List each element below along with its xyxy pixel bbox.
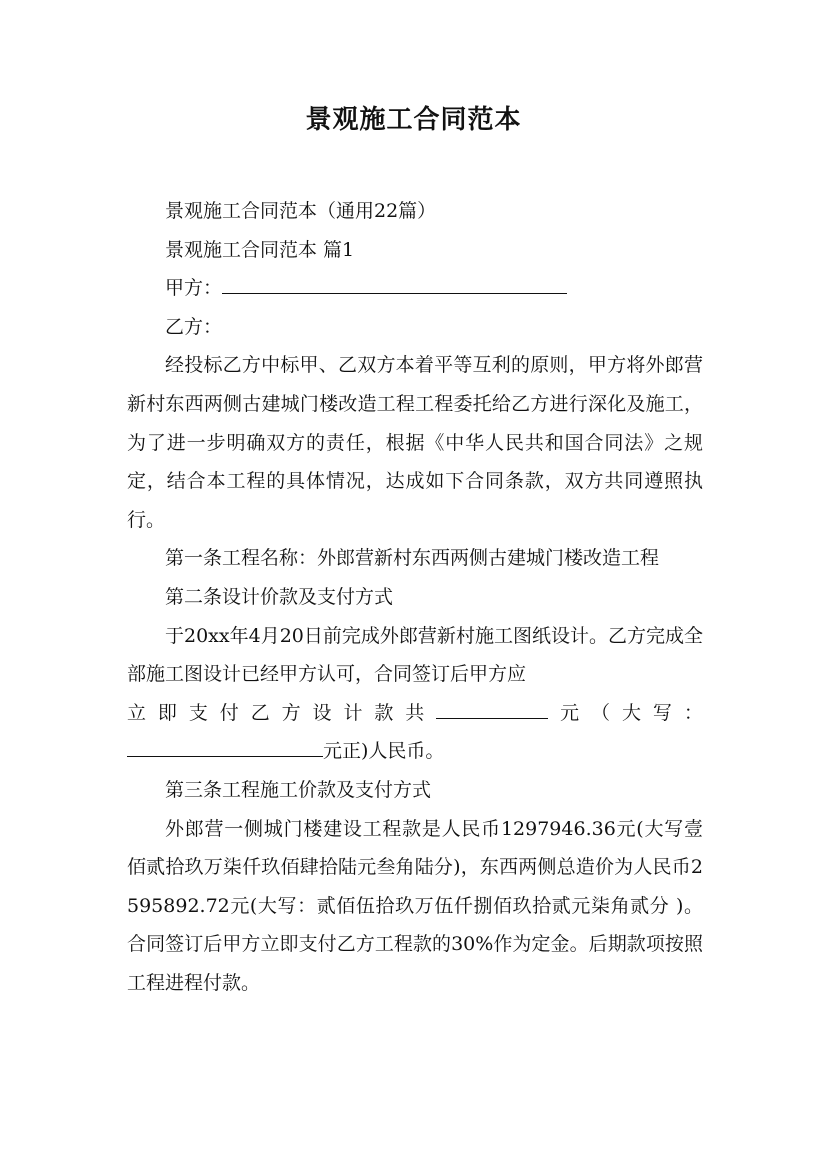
pay-char: 共: [405, 701, 425, 724]
pay-char: 方: [281, 701, 301, 724]
intro-paragraph: 经投标乙方中标甲、乙双方本着平等互利的原则，甲方将外郎营新村东西两侧古建城门楼改造工程工程委托给乙方进行深化及施工，为了进一步明确双方的责任，根据《中华人民共和国合同法》之规定，结合本工程的具体情况，达成如下合同条款，双方共同遵照执行。: [127, 354, 703, 531]
article-2-text: 于20xx年4月20日前完成外郎营新村施工图纸设计。乙方完成全部施工图设计已经甲方认可，合同签订后甲方应: [127, 624, 703, 686]
document-title: 景观施工合同范本: [305, 105, 522, 135]
unit-char: （: [591, 701, 611, 724]
party-a-label: 甲方：: [165, 277, 223, 300]
pay-char: 计: [343, 701, 363, 724]
pay-char: 立: [127, 701, 147, 724]
party-a-line: [127, 269, 703, 308]
unit-char: 大: [621, 701, 641, 724]
article-3-text: 外郎营一侧城门楼建设工程款是人民币1297946.36元(大写壹佰贰拾玖万柒仟玖佰肆拾陆元叁角陆分)，东西两侧总造价为人民币2595892.72元(大写：贰佰伍拾玖万伍仟捌佰玖拾贰元柒角贰分 )。合同签订后甲方立即支付乙方工程款的30%作为定金。后期款项按照工程进程付款。: [127, 817, 703, 994]
article-2-heading: 第二条设计价款及支付方式: [165, 585, 394, 608]
article-1: 第一条工程名称：外郎营新村东西两侧古建城门楼改造工程: [165, 547, 660, 570]
section-heading: 景观施工合同范本 篇1: [165, 238, 355, 261]
party-b-line: [127, 308, 703, 347]
unit-char: 写: [652, 701, 672, 724]
pay-char: 付: [219, 701, 239, 724]
unit-char: ：: [683, 701, 703, 724]
pay-char: 乙: [250, 701, 270, 724]
unit-char: 元: [560, 701, 580, 724]
capital-amount-blank: [127, 732, 323, 757]
article-2-capital-line: [127, 732, 703, 771]
pay-char: 即: [157, 701, 177, 724]
article-2-payment-line: [127, 694, 703, 733]
article-3-heading: 第三条工程施工价款及支付方式: [165, 778, 432, 801]
pay-char: 设: [312, 701, 332, 724]
design-fee-blank: [436, 694, 548, 719]
party-b-label: 乙方：: [165, 315, 223, 338]
article-2-end: 元正)人民币。: [323, 740, 445, 763]
pay-char: 款: [374, 701, 394, 724]
pay-char: 支: [188, 701, 208, 724]
document-body: [127, 192, 703, 1002]
party-a-blank: [222, 269, 567, 294]
subtitle: 景观施工合同范本（通用22篇）: [165, 200, 437, 222]
